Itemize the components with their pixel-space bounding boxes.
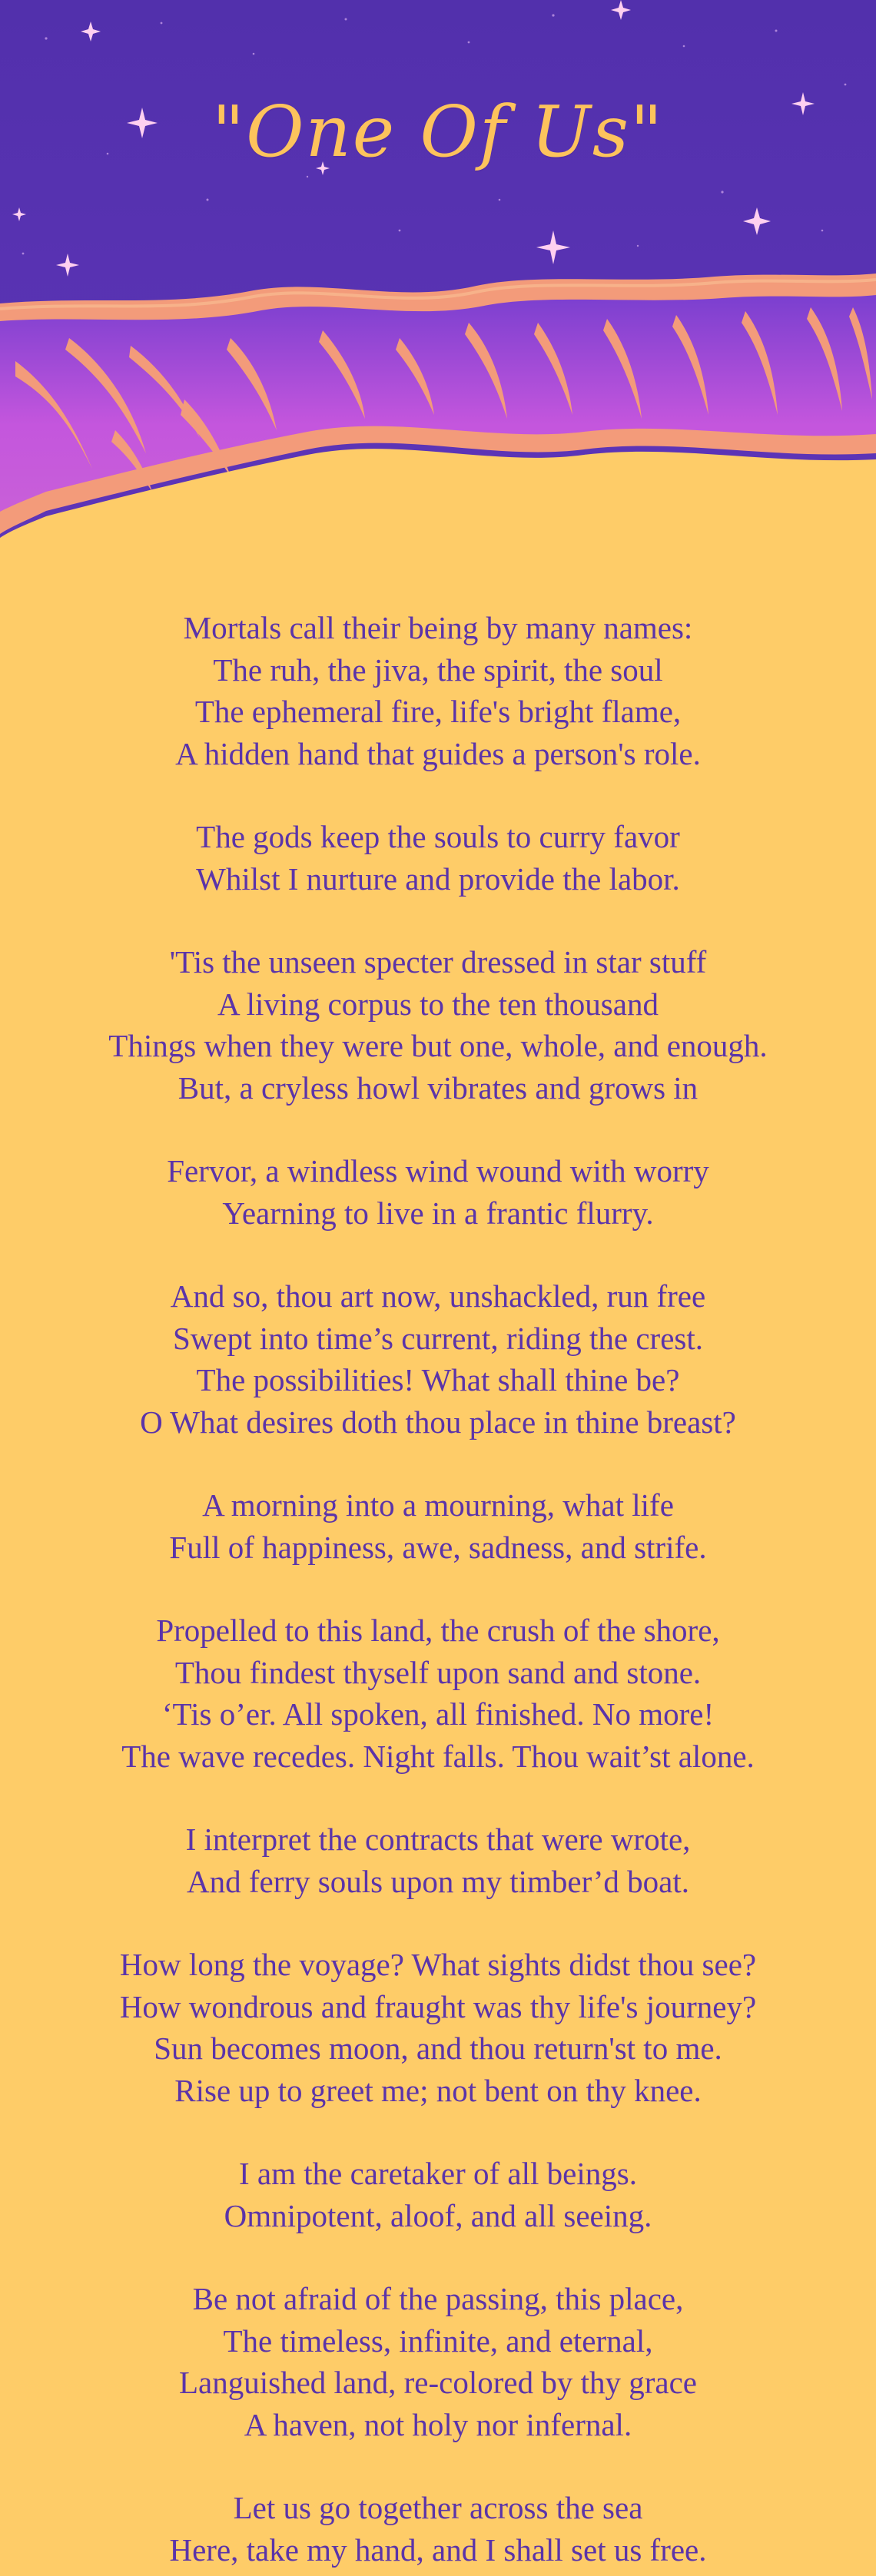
poem-line: The gods keep the souls to curry favor: [196, 819, 680, 854]
poem-line: Omnipotent, aloof, and all seeing.: [224, 2197, 652, 2233]
stanza: [31, 607, 845, 774]
poem-line: A living corpus to the ten thousand: [217, 986, 659, 1022]
poem-line: Let us go together across the sea: [233, 2490, 643, 2525]
stanza: [31, 2153, 845, 2236]
poem-line: And so, thou art now, unshackled, run free: [170, 1278, 706, 1314]
poem-title: "One Of Us": [211, 91, 665, 173]
sky-and-wave-illustration: [0, 0, 876, 553]
poem-line: O What desires doth thou place in thine breast?: [140, 1404, 736, 1440]
poem-line: But, a cryless howl vibrates and grows in: [178, 1069, 698, 1106]
poem-line: Sun becomes moon, and thou return'st to me.: [154, 2031, 722, 2066]
stanza: [31, 1150, 845, 1234]
stanza: [31, 1275, 845, 1443]
poem-line: The ephemeral fire, life's bright flame,: [194, 694, 682, 729]
stanza: [31, 1944, 845, 2111]
stanza: [31, 1484, 845, 1568]
stanza: [31, 2487, 845, 2571]
poem-line: Propelled to this land, the crush of the shore,: [156, 1613, 720, 1648]
stanza: [31, 1610, 845, 1777]
poem-line: A haven, not holy nor infernal.: [244, 2406, 632, 2442]
poem-line: Languished land, re-colored by thy grace: [179, 2365, 697, 2400]
poem-line: Swept into time’s current, riding the crest.: [172, 1320, 703, 1356]
poem-line: Here, take my hand, and I shall set us free.: [169, 2531, 707, 2568]
poem-line: Mortals call their being by many names:: [183, 610, 693, 645]
poem-line: A hidden hand that guides a person's role.: [175, 735, 701, 771]
poem-line: I interpret the contracts that were wrote,: [185, 1822, 691, 1857]
night-sky-header: [0, 0, 876, 553]
poem-line: How wondrous and fraught was thy life's journey?: [119, 1988, 757, 2024]
poem-body: [31, 607, 845, 2571]
poem-line: I am the caretaker of all beings.: [239, 2156, 637, 2191]
poem-line: The wave recedes. Night falls. Thou wait’st alone.: [121, 1738, 755, 1774]
poem-line: Things when they were but one, whole, and enough.: [108, 1028, 768, 1063]
poem-line: Be not afraid of the passing, this place,: [192, 2281, 684, 2316]
poem-line: Whilst I nurture and provide the labor.: [196, 860, 680, 897]
stanza: [31, 941, 845, 1109]
poem-line: Thou findest thyself upon sand and stone.: [174, 1654, 702, 1690]
stanza: [31, 1818, 845, 1902]
poem-line: Yearning to live in a frantic flurry.: [222, 1195, 654, 1231]
poem-line: The ruh, the jiva, the spirit, the soul: [213, 651, 663, 688]
poem-line: The possibilities! What shall thine be?: [196, 1362, 680, 1397]
poem-line: 'Tis the unseen specter dressed in star stuff: [169, 944, 707, 980]
poem-line: ‘Tis o’er. All spoken, all finished. No more!: [161, 1696, 715, 1732]
stanza: [31, 816, 845, 900]
poem-line: Rise up to greet me; not bent on thy knee.: [174, 2072, 702, 2108]
poem-line: How long the voyage? What sights didst thou see?: [119, 1947, 757, 1982]
stanza: [31, 2278, 845, 2445]
poem-line: And ferry souls upon my timber’d boat.: [187, 1863, 689, 1899]
poem-line: The timeless, infinite, and eternal,: [223, 2322, 653, 2359]
poem-line: Fervor, a windless wind wound with worry: [167, 1153, 709, 1189]
poem-line: A morning into a mourning, what life: [202, 1487, 674, 1523]
poem-line: Full of happiness, awe, sadness, and strife.: [169, 1529, 707, 1565]
